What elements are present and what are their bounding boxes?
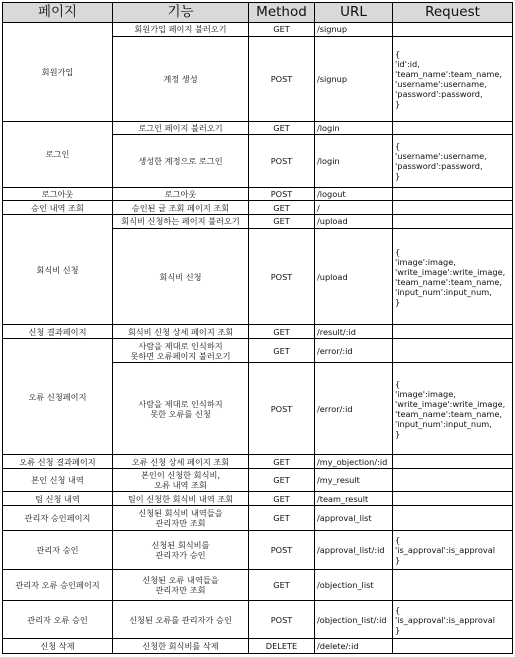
url-cell: /objection_list	[315, 569, 393, 600]
page-cell: 관리자 오류 승인페이지	[3, 569, 113, 600]
table-row	[3, 121, 513, 135]
request-cell	[393, 455, 513, 469]
method-cell: POST	[249, 187, 315, 201]
function-cell: 생성한 계정으로 로그인	[113, 135, 249, 187]
header-row	[3, 3, 513, 23]
function-cell: 사람을 제대로 인식하지 못하면 오류페이지 불러오기	[113, 338, 249, 362]
function-cell: 팀이 신청한 회식비 내역 조회	[113, 492, 249, 506]
function-cell: 사람을 제대로 인식하지 못한 오류를 신청	[113, 363, 249, 455]
method-cell: GET	[249, 201, 315, 215]
url-cell: /login	[315, 121, 393, 135]
page-cell: 신청 삭제	[3, 639, 113, 654]
request-cell	[393, 325, 513, 339]
header-function: 기능	[113, 3, 249, 23]
function-cell: 신청된 회식비 내역들을 관리자만 조회	[113, 505, 249, 530]
page-cell: 오류 신청 결과페이지	[3, 455, 113, 469]
method-cell: POST	[249, 36, 315, 121]
function-cell: 오류 신청 상세 페이지 조회	[113, 455, 249, 469]
request-cell	[393, 201, 513, 215]
url-cell: /login	[315, 135, 393, 187]
url-cell: /signup	[315, 23, 393, 37]
table-row	[3, 639, 513, 654]
url-cell: /my_objection/:id	[315, 455, 393, 469]
table-row	[3, 505, 513, 530]
table-row	[3, 531, 513, 570]
function-cell: 신청한 회식비를 삭제	[113, 639, 249, 654]
request-cell: { 'id':id, 'team_name':team_name, 'username':username, 'password':password, }	[393, 36, 513, 121]
request-cell	[393, 639, 513, 654]
table-row	[3, 187, 513, 201]
method-cell: GET	[249, 325, 315, 339]
api-spec-table	[2, 2, 513, 654]
method-cell: GET	[249, 215, 315, 229]
url-cell: /delete/:id	[315, 639, 393, 654]
function-cell: 본인이 신청한 회식비, 오류 내역 조회	[113, 469, 249, 492]
page-cell: 관리자 오류 승인	[3, 601, 113, 639]
page-cell: 관리자 승인페이지	[3, 505, 113, 530]
page-cell: 회식비 신청	[3, 215, 113, 325]
url-cell: /error/:id	[315, 338, 393, 362]
method-cell: POST	[249, 363, 315, 455]
url-cell: /objection_list/:id	[315, 601, 393, 639]
function-cell: 승인된 글 조회 페이지 조회	[113, 201, 249, 215]
page-cell: 본인 신청 내역	[3, 469, 113, 492]
method-cell: GET	[249, 569, 315, 600]
url-cell: /	[315, 201, 393, 215]
request-cell	[393, 23, 513, 37]
request-cell	[393, 121, 513, 135]
url-cell: /upload	[315, 215, 393, 229]
request-cell: { 'is_approval':is_approval }	[393, 601, 513, 639]
request-cell	[393, 215, 513, 229]
table-row	[3, 469, 513, 492]
method-cell: GET	[249, 455, 315, 469]
page-cell: 팀 신청 내역	[3, 492, 113, 506]
function-cell: 계정 생성	[113, 36, 249, 121]
header-page: 페이지	[3, 3, 113, 23]
table-row	[3, 569, 513, 600]
request-cell	[393, 569, 513, 600]
page-cell: 신청 결과페이지	[3, 325, 113, 339]
request-cell: { 'image':image, 'write_image':write_image, 'team_name':team_name, 'input_num':input_num, }	[393, 228, 513, 325]
request-cell	[393, 469, 513, 492]
request-cell: { 'is_approval':is_approval }	[393, 531, 513, 570]
table-row	[3, 325, 513, 339]
url-cell: /logout	[315, 187, 393, 201]
request-cell	[393, 505, 513, 530]
url-cell: /error/:id	[315, 363, 393, 455]
table-row	[3, 23, 513, 37]
table-row	[3, 215, 513, 229]
method-cell: GET	[249, 505, 315, 530]
url-cell: /team_result	[315, 492, 393, 506]
method-cell: POST	[249, 601, 315, 639]
page-cell: 로그인	[3, 121, 113, 187]
url-cell: /approval_list/:id	[315, 531, 393, 570]
url-cell: /result/:id	[315, 325, 393, 339]
page-cell: 관리자 승인	[3, 531, 113, 570]
url-cell: /my_result	[315, 469, 393, 492]
method-cell: GET	[249, 338, 315, 362]
method-cell: GET	[249, 492, 315, 506]
request-cell	[393, 187, 513, 201]
table-row	[3, 492, 513, 506]
method-cell: POST	[249, 228, 315, 325]
function-cell: 로그인 페이지 불러오기	[113, 121, 249, 135]
request-cell: { 'image':image, 'write_image':write_image, 'team_name':team_name, 'input_num':input_num, }	[393, 363, 513, 455]
url-cell: /upload	[315, 228, 393, 325]
page-cell: 로그아웃	[3, 187, 113, 201]
function-cell: 로그아웃	[113, 187, 249, 201]
table-row	[3, 338, 513, 362]
method-cell: GET	[249, 469, 315, 492]
url-cell: /signup	[315, 36, 393, 121]
method-cell: POST	[249, 531, 315, 570]
function-cell: 신청된 회식비를 관리자가 승인	[113, 531, 249, 570]
function-cell: 회식비 신청	[113, 228, 249, 325]
request-cell	[393, 492, 513, 506]
page-cell: 회원가입	[3, 23, 113, 122]
function-cell: 회식비 신청하는 페이지 불러오기	[113, 215, 249, 229]
table-row	[3, 455, 513, 469]
header-url: URL	[315, 3, 393, 23]
method-cell: GET	[249, 121, 315, 135]
method-cell: GET	[249, 23, 315, 37]
page-cell: 오류 신청페이지	[3, 338, 113, 455]
function-cell: 신청된 오류 내역들을 관리자만 조회	[113, 569, 249, 600]
table-row	[3, 601, 513, 639]
request-cell	[393, 338, 513, 362]
header-method: Method	[249, 3, 315, 23]
page-cell: 승인 내역 조회	[3, 201, 113, 215]
request-cell: { 'username':username, 'password':password, }	[393, 135, 513, 187]
method-cell: POST	[249, 135, 315, 187]
function-cell: 신청된 오류를 관리자가 승인	[113, 601, 249, 639]
header-request: Request	[393, 3, 513, 23]
table-row	[3, 201, 513, 215]
url-cell: /approval_list	[315, 505, 393, 530]
method-cell: DELETE	[249, 639, 315, 654]
function-cell: 회원가입 페이지 불러오기	[113, 23, 249, 37]
function-cell: 회식비 신청 상세 페이지 조회	[113, 325, 249, 339]
